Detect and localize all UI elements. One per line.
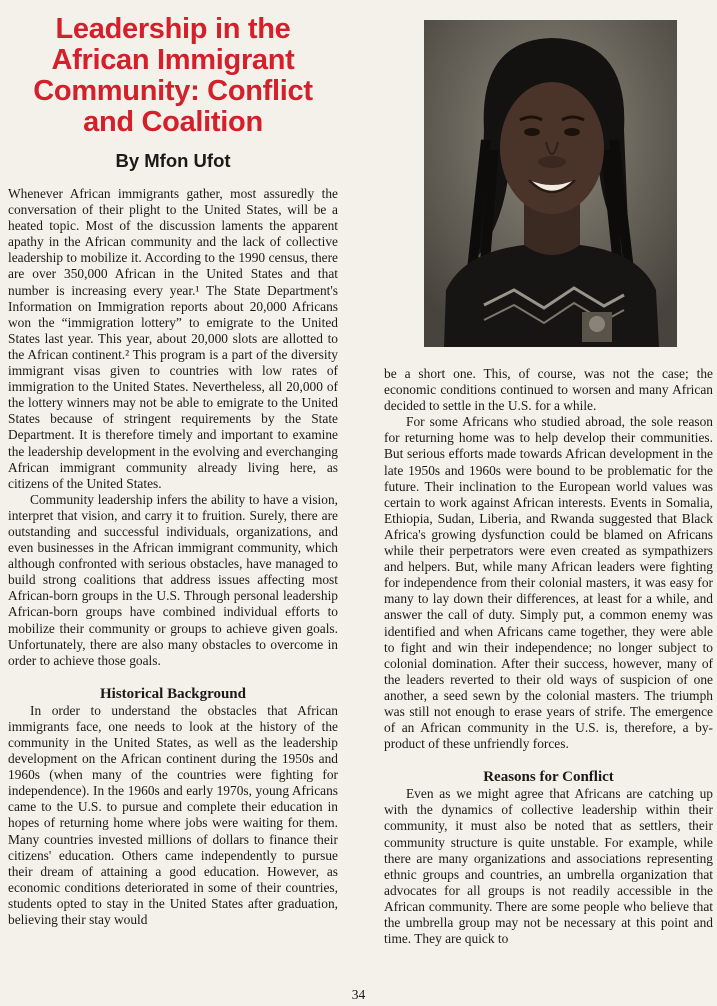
section-heading-historical-background: Historical Background (100, 685, 246, 702)
left-paragraph-1: Whenever African immigrants gather, most assuredly the conversation of their plight to the United States, will be a heated topic. Most of the discussion laments the apparent apathy in the African community and the lack of collective leadership to mobilize it. According to the 1990 census, there are over 350,000 African in the United States and that number is increasing every year.¹ The State Department's Information on Immigration reports about 20,000 Africans won the “immigration lottery” to emigrate to the United States last year. This year, about 20,000 slots are allotted to the African continent.² This program is a part of the diversity immigrant visas given to countries with low rates of immigration to the United States. Nevertheless, all 20,000 of the lottery winners may not be able to emigrate to the United States because of stringent requirements by the State Department. It is therefore timely and important to examine the leadership development in the evolving and everchanging African immigrant community already living here, as citizens of the United States. (8, 186, 338, 491)
article-title-text: Leadership in the African Immigrant Community: Conflict and Coalition (33, 13, 313, 138)
author-photo-illustration (424, 20, 677, 347)
page-number: 34 (351, 987, 366, 1002)
article-title (8, 14, 338, 138)
right-column (384, 366, 713, 947)
left-column (8, 14, 338, 928)
right-paragraph-3: Even as we might agree that Africans are catching up with the dynamics of collective leadership within their community, it must also be noted that as settlers, their community structure is quite unstable. For example, while there are many organizations and associations representing ethnic groups and countries, an umbrella organization that advocates for all groups is not readily accessible in the African community. There are some people who believe that the umbrella group may not be necessary at this point and time. They are quick to (384, 786, 713, 947)
right-body (384, 366, 713, 947)
left-paragraph-2: Community leadership infers the ability to have a vision, interpret that vision, and carry it to fruition. Surely, there are outstanding and successful individuals, organizations, and even businesses in the African immigrant community, which although confronted with serious obstacles, have managed to build strong coalitions that address issues affecting most African-born groups in the U.S. Through personal leadership African-born groups have combined individual efforts to mobilize their community or groups to achieve given goals. Unfortunately, there are also many obstacles to overcome in order to achieve those goals. (8, 491, 338, 668)
byline: By Mfon Ufot (115, 150, 231, 171)
section-heading-reasons-for-conflict: Reasons for Conflict (483, 769, 614, 786)
right-paragraph-1: be a short one. This, of course, was not the case; the economic conditions continued to worsen and many African decided to settle in the U.S. for a while. (384, 366, 713, 414)
right-paragraph-2: For some Africans who studied abroad, the sole reason for returning home was to help develop their communities. But serious efforts made towards African development in the late 1950s and 1960s were bound to be problematic for the future. Their inclination to the European world values was certain to work against African interests. Events in Somalia, Ethiopia, Sudan, Liberia, and Rwanda suggested that Black Africa's growing dysfunction could be blamed on Africans while their perpetrators were even created as sympathizers and helpers. But, while many African leaders were fighting for independence from their colonial masters, it was easy for many to lay down their differences, at least for a while, and answer the call of duty. Simply put, a common enemy was identified and when Africans came together, they were able to fight and win their independence; no longer subject to colonial domination. After their success, however, many of the leaders reverted to their old ways of suspicion of one another, a seed sewn by the colonial masters. The triumph was still not enough to erase years of strife. The emergence of an African community in the U.S. is, therefore, a by-product of these unfriendly forces. (384, 414, 713, 752)
left-body (8, 186, 338, 928)
left-paragraph-3: In order to understand the obstacles that African immigrants face, one needs to look at the history of the community in the United States, as well as the leadership development on the African continent during the 1950s and 1960s (when many of the countries were fighting for independence). In the 1960s and early 1970s, young Africans came to the U.S. to pursue and complete their education in hopes of returning home where jobs were waiting for them. Many countries invested millions of dollars to finance their citizens' education. Others came independently to pursue their dream of attaining a good education. However, as economic conditions deteriorated in some of their countries, students opted to stay in the United States after graduation, believing their stay would (8, 702, 338, 928)
author-photo (424, 20, 677, 347)
